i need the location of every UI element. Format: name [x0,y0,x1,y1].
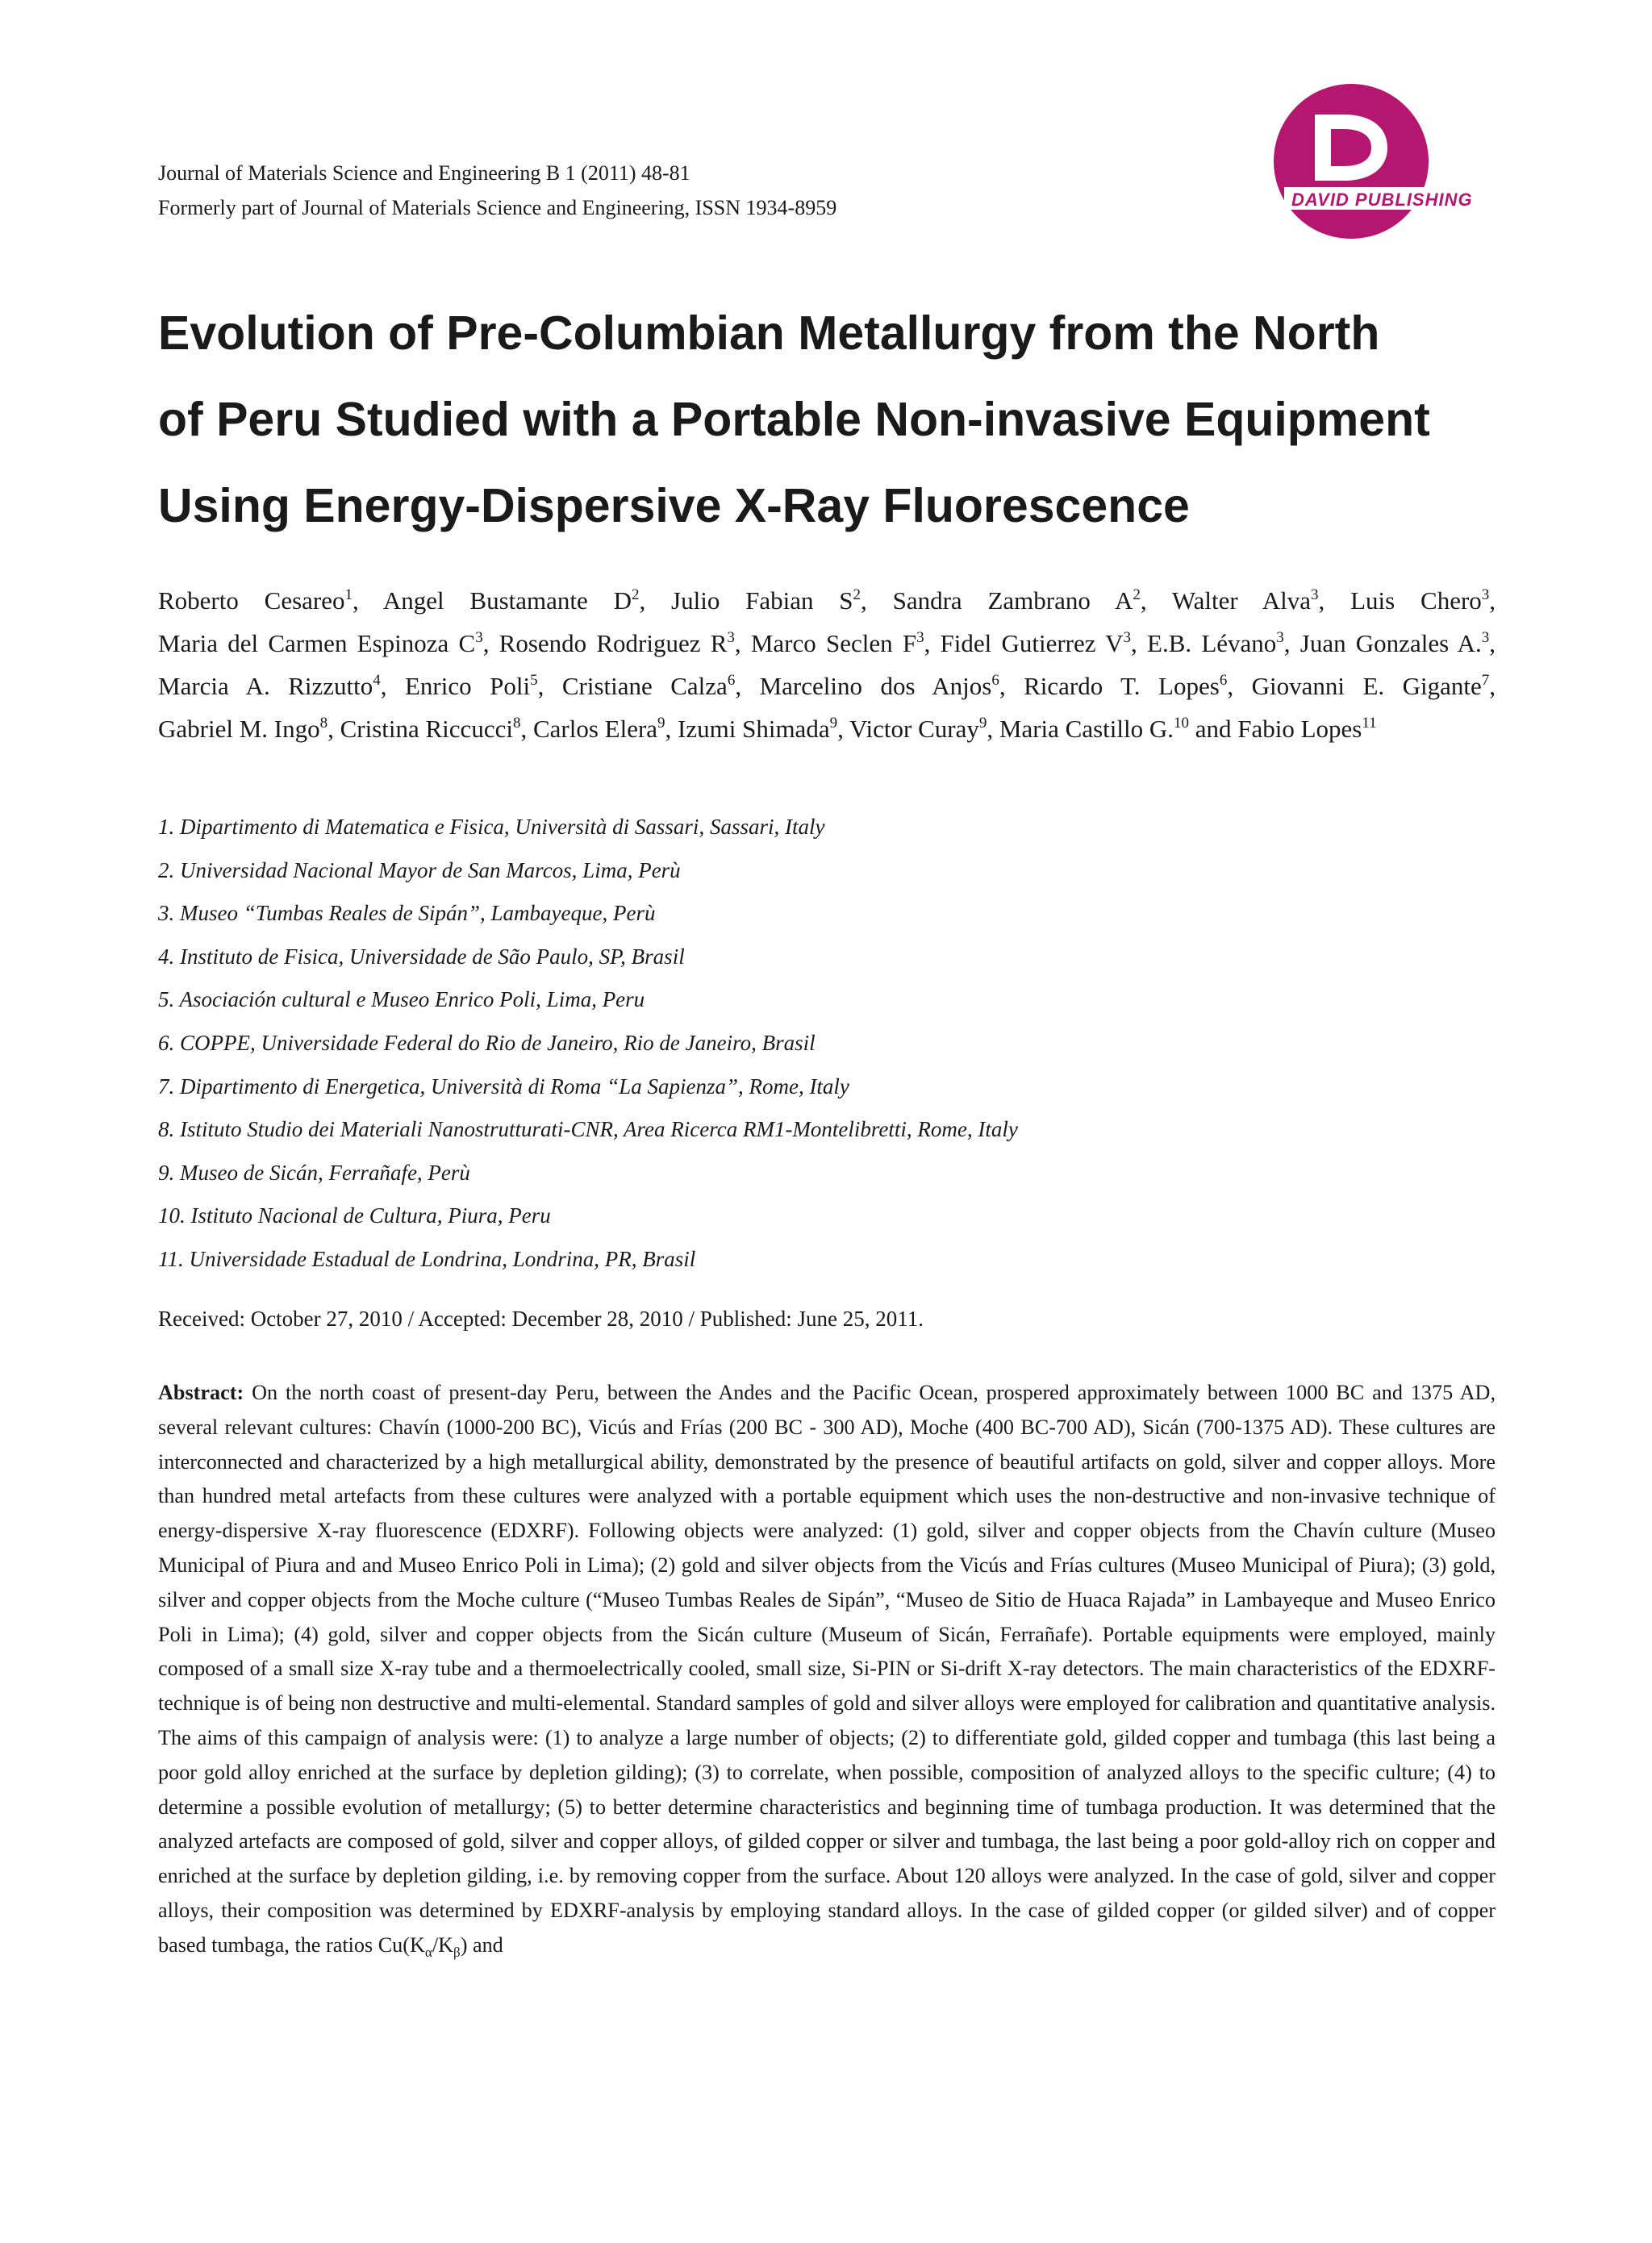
author [158,586,353,615]
author [562,672,735,700]
title-line: Evolution of Pre-Columbian Metallurgy from the North [158,306,1380,360]
author [671,586,861,615]
author-affiliation-mark: 3 [1481,629,1490,646]
abstract-tail: and [472,1932,503,1957]
author-affiliation-mark: 9 [829,715,838,732]
paper-title [158,290,1521,549]
affiliation-item: 11. Universidade Estadual de Londrina, Londrina, PR, Brasil [158,1246,696,1271]
author [499,629,735,657]
affiliation-item: 4. Instituto de Fisica, Universidade de São Paulo, SP, Brasil [158,944,685,969]
author-affiliation-mark: 3 [1311,586,1319,603]
author [760,672,999,700]
author [405,672,538,700]
author-name: Juan Gonzales A. [1299,629,1482,657]
author-affiliation-mark: 10 [1173,715,1189,732]
author-affiliation-mark: 1 [344,586,353,603]
abstract-text: On the north coast of present-day Peru, between the Andes and the Pacific Ocean, prospered approximately between 1000 BC and 1375 AD, several relevant cultures: Chavín (1000-200 BC), Vicús and Frías (200 BC - 300 AD), Moche (400 BC-700 AD), Sicán (700-1375 AD). These cultures are interconnected and characterized by a high metallurgical ability, demonstrated by the presence of beautiful artifacts on gold, silver and copper alloys. More than hundred metal artefacts from these cultures were analyzed with a portable equipment which uses the non-destructive and non-invasive technique of energy-dispersive X-ray fluorescence (EDXRF). Following objects were analyzed: (1) gold, silver and copper objects from the Chavín culture (Museo Municipal of Piura and and Museo Enrico Poli in Lima); (2) gold and silver objects from the Vicús and Frías cultures (Museo Municipal of Piura); (3) gold, silver and copper objects from the Moche culture (“Museo Tumbas Reales de Sipán”, “Museo de Sitio de Huaca Rajada” in Lambayeque and Museo Enrico Poli in Lima); (4) gold, silver and copper objects from the Sicán culture (Museum of Sicán, Ferrañafe). Portable equipments were employed, mainly composed of a small size X-ray tube and a thermoelectrically cooled, small size, Si-PIN or Si-drift X-ray detectors. The main characteristics of the EDXRF-technique is of being non destructive and multi-elemental. Standard samples of gold and silver alloys were employed for calibration and quantitative analysis. The aims of this campaign of analysis were: (1) to analyze a large number of objects; (2) to differentiate gold, gilded copper and tumbaga (this last being a poor gold alloy enriched at the surface by depletion gilding); (3) to correlate, when possible, composition of analyzed alloys to the specific culture; (4) to determine a possible evolution of metallurgy; (5) to better determine characteristics and beginning time of tumbaga production. It was determined that the analyzed artefacts are composed of gold, silver and copper alloys, of gilded copper or silver and tumbaga, the last being a poor gold-alloy rich on copper and enriched at the surface by depletion gilding, i.e. by removing copper from the surface. About 120 alloys were analyzed. In the case of gold, silver and copper alloys, their composition was determined by EDXRF-analysis by employing standard alloys. In the case of gilded copper (or gilded silver) and of copper based tumbaga, the ratios [158,1381,1496,1957]
ratio-slash: /K [432,1932,454,1957]
author-name: Marcelino dos Anjos [759,672,992,700]
author [533,715,665,743]
affiliation-item: 2. Universidad Nacional Mayor de San Marcos, Lima, Perù [158,857,681,882]
author [1147,629,1284,657]
author-name: Luis Chero [1350,586,1482,615]
author [1300,629,1490,657]
author-list: Roberto Cesareo$^1$, Angel Bustamante $D^2$, Julio Fabian $S^2$, Sandra Zambrano $A^2$, Walter Alva$^3$, Luis Chero$^3$, Maria del Carmen Espinoza $C^3$, Rosendo Rodriguez $R^3$, Marco Seclen $F^3$, Fidel Gutierrez $V^3$, E.B. Lévano$^3$, Juan Gonzales A.$^3$, Marcia A. Rizzutto$^4$, Enrico Poli$^5$, Cristiane Calza$^6$, Marcelino dos Anjos$^6$, Ricardo T. Lopes$^6$, Giovanni E. Gigante$^7$, Gabriel M. Ingo$^8$, Cristina Riccucci$^8$, Carlos Elera$^9$, Izumi Shimada$^9$, Victor Curay$^9$, Maria Castillo G.$^{10}$ and Fabio Lopes$^{11}$ [158,586,1496,743]
author-affiliation-mark: 3 [1481,586,1490,603]
ratio-suffix: ) [460,1932,468,1957]
logo-circle [1274,84,1429,239]
author-name: Izumi Shimada [678,715,830,743]
affiliation-list [158,806,1018,1282]
affiliation-item: 3. Museo “Tumbas Reales de Sipán”, Lambayeque, Perù [158,901,656,926]
publication-dates: Received: October 27, 2010 / Accepted: December 28, 2010 / Published: June 25, 2011. [158,1307,924,1331]
author [1252,672,1490,700]
author [751,629,924,657]
abstract-ratio [378,1932,468,1960]
author-affiliation-mark: 8 [512,715,521,732]
author-affiliation-mark: 2 [1133,586,1141,603]
author-affiliation-mark: 8 [319,715,328,732]
author-affiliation-mark: 7 [1481,672,1490,689]
author [1237,715,1376,743]
author-affiliation-mark: 6 [1219,672,1228,689]
author-name: Marcia A. Rizzutto [158,672,373,700]
affiliation-item: 6. COPPE, Universidade Federal do Rio de Janeiro, Rio de Janeiro, Brasil [158,1030,816,1055]
affiliation-item: 9. Museo de Sicán, Ferrañafe, Perù [158,1160,470,1185]
author-name: Angel Bustamante D [382,586,632,615]
ratio-sub-alpha: α [424,1944,432,1960]
author [1024,672,1227,700]
affiliation-item: 5. Asociación cultural e Museo Enrico Poli, Lima, Peru [158,987,645,1012]
author-name: Maria del Carmen Espinoza C [158,629,476,657]
author [340,715,521,743]
author-affiliation-mark: 2 [853,586,861,603]
author [158,672,381,700]
author-affiliation-mark: 3 [475,629,483,646]
title-line: of Peru Studied with a Portable Non-invasive Equipment [158,393,1430,446]
author-affiliation-mark: 11 [1362,715,1377,732]
abstract-label: Abstract: [158,1381,244,1404]
ratio-prefix: Cu(K [378,1932,425,1957]
author-name: Victor Curay [849,715,979,743]
author [893,586,1141,615]
affiliation-item: 8. Istituto Studio dei Materiali Nanostrutturati-CNR, Area Ricerca RM1-Montelibretti, Rome, Italy [158,1117,1018,1142]
author-affiliation-mark: 2 [631,586,640,603]
author-name: Marco Seclen F [750,629,917,657]
author-name: Carlos Elera [532,715,658,743]
author-name: Enrico Poli [404,672,531,700]
author-name: Maria Castillo G. [999,715,1174,743]
author-name: Fabio Lopes [1237,715,1362,743]
author-name: Sandra Zambrano A [892,586,1133,615]
author-affiliation-mark: 9 [657,715,665,732]
author [383,586,640,615]
author [941,629,1132,657]
author [849,715,987,743]
author-name: Fidel Gutierrez V [940,629,1124,657]
author [678,715,837,743]
author-affiliation-mark: 6 [727,672,736,689]
author-affiliation-mark: 3 [1123,629,1132,646]
author-affiliation-mark: 6 [991,672,999,689]
author-name: Giovanni E. Gigante [1251,672,1482,700]
author [158,629,483,657]
author-name: Gabriel M. Ingo [158,715,320,743]
author-name: Julio Fabian S [671,586,853,615]
affiliation-item: 7. Dipartimento di Energetica, Università di Roma “La Sapienza”, Rome, Italy [158,1074,849,1099]
author-affiliation-mark: 9 [978,715,987,732]
author [1350,586,1489,615]
author-name: Walter Alva [1171,586,1312,615]
author-name: E.B. Lévano [1147,629,1277,657]
author-affiliation-mark: 3 [1276,629,1284,646]
ratio-sub-beta: β [453,1944,461,1960]
author-name: Cristiane Calza [561,672,728,700]
author-affiliation-mark: 3 [916,629,924,646]
title-line: Using Energy-Dispersive X-Ray Fluorescence [158,479,1190,532]
author-affiliation-mark: 4 [373,672,381,689]
author [158,715,327,743]
author-name: Roberto Cesareo [158,586,345,615]
affiliation-item: 10. Istituto Nacional de Cultura, Piura, Peru [158,1203,551,1228]
publisher-logo-icon [1202,81,1492,250]
author [999,715,1189,743]
author [1172,586,1319,615]
journal-issn: Formerly part of Journal of Materials Science and Engineering, ISSN 1934-8959 [158,196,837,219]
author-name: Cristina Riccucci [340,715,513,743]
author-name: Ricardo T. Lopes [1024,672,1220,700]
author-name: Rosendo Rodriguez R [499,629,728,657]
author-conjunction: and [1195,715,1232,743]
david-publishing-logo [1202,81,1492,250]
abstract [158,1376,1496,1963]
journal-citation: Journal of Materials Science and Engineering B 1 (2011) 48-81 [158,161,690,185]
affiliation-item: 1. Dipartimento di Matematica e Fisica, Università di Sassari, Sassari, Italy [158,815,825,839]
logo-text: DAVID PUBLISHING [1291,190,1473,210]
author-affiliation-mark: 3 [727,629,735,646]
author-affiliation-mark: 5 [530,672,538,689]
